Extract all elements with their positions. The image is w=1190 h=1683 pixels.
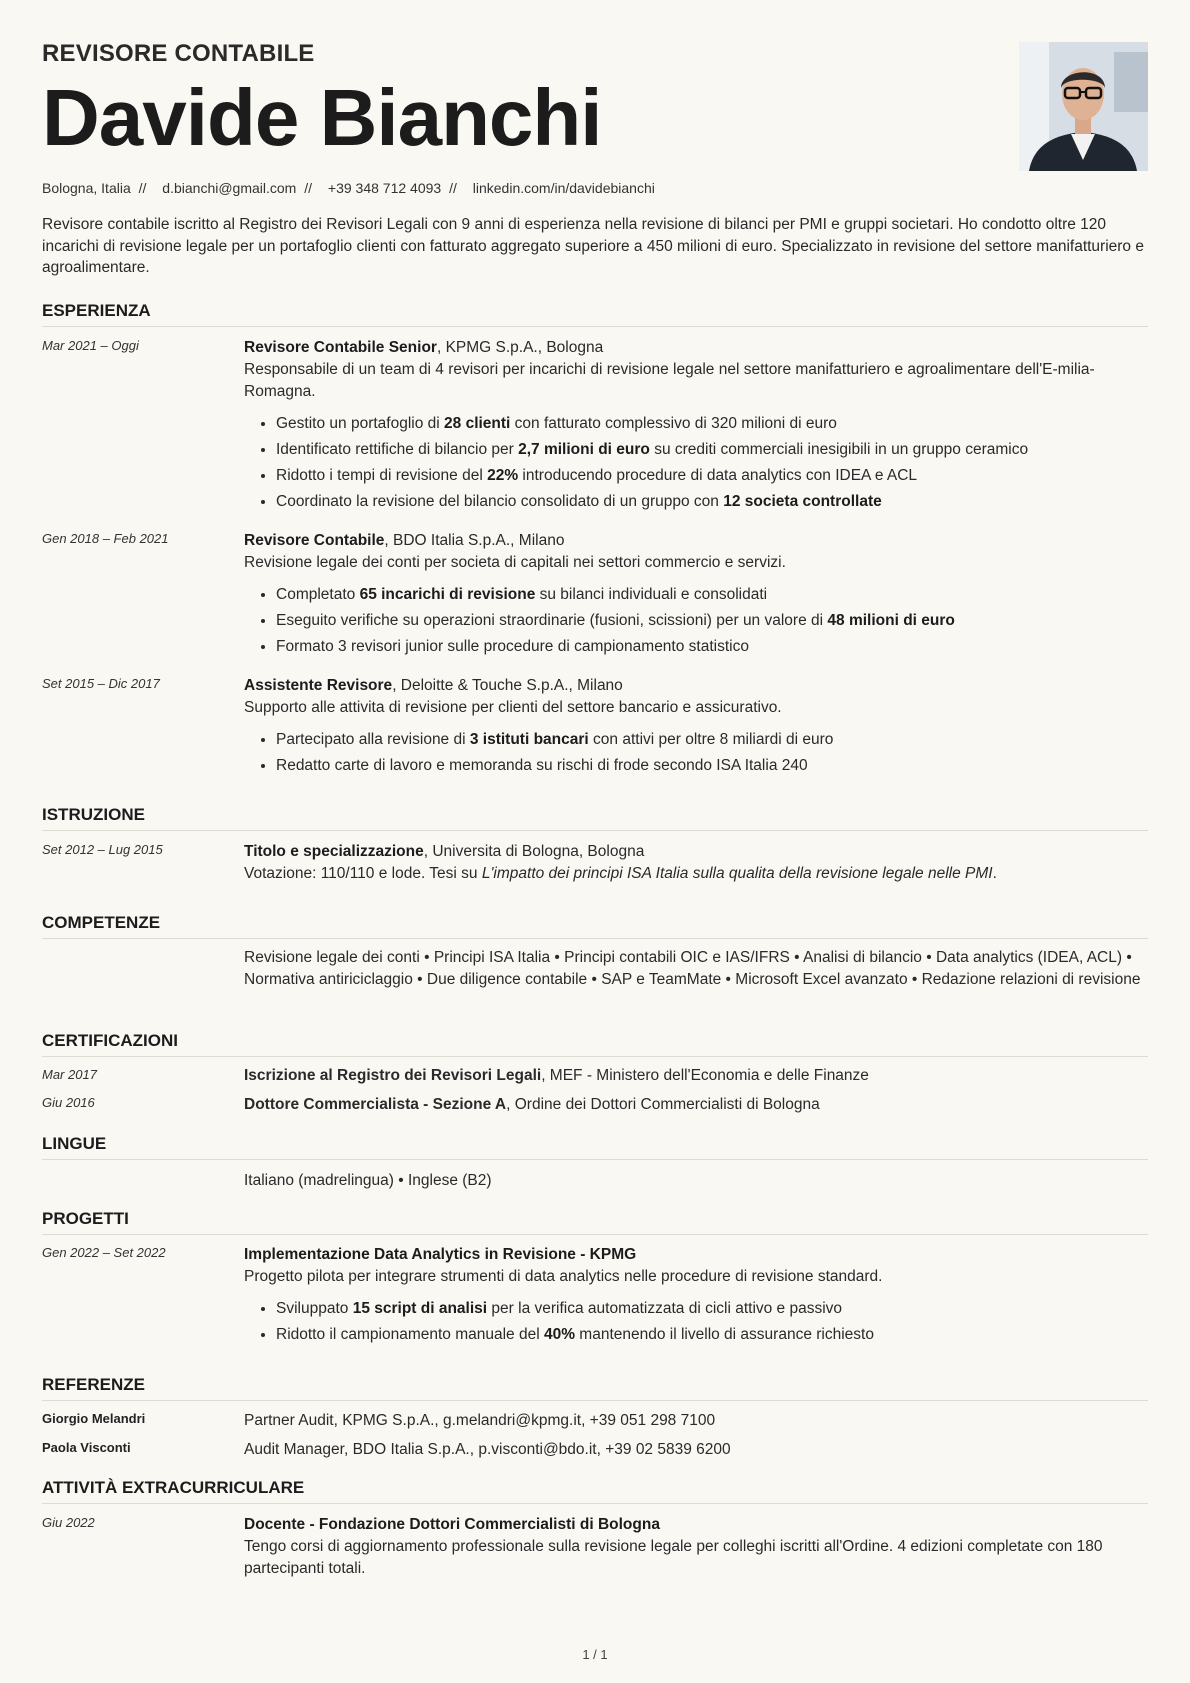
list-item: • Coordinato la revisione del bilancio consolidato di un gruppo con 12 societa controllate: [276, 489, 1148, 515]
job-title: REVISORE CONTABILE: [42, 40, 315, 67]
reference-detail: Audit Manager, BDO Italia S.p.A., p.visconti@bdo.it, +39 02 5839 6200: [244, 1441, 731, 1458]
experience-date: Mar 2021 – Oggi: [42, 338, 139, 353]
experience-role: Assistente Revisore: [244, 677, 393, 694]
certification-issuer: , MEF - Ministero dell'Economia e delle Finanze: [541, 1067, 869, 1084]
experience-description: Responsabile di un team di 4 revisori per incarichi di revisione legale nel settore manifatturiero e agroalimentare dell'E-milia-Romagna.: [244, 361, 1095, 400]
section-title-extracurricular: ATTIVITÀ EXTRACURRICULARE: [42, 1478, 305, 1497]
list-item: • Sviluppato 15 script di analisi per la verifica automatizzata di cicli attivo e passivo: [276, 1296, 1148, 1322]
experience-description: Supporto alle attivita di revisione per clienti del settore bancario e assicurativo.: [244, 699, 782, 716]
experience-bullets: [244, 411, 1148, 515]
thesis-title: L'impatto dei principi ISA Italia sulla qualita della revisione legale nelle PMI: [481, 865, 993, 882]
contact-linkedin[interactable]: linkedin.com/in/davidebianchi: [472, 180, 655, 196]
project-entry: [244, 1244, 1148, 1348]
list-item: • Partecipato alla revisione di 3 istituti bancari con attivi per oltre 8 miliardi di euro: [276, 727, 1148, 753]
experience-org: , Deloitte & Touche S.p.A., Milano: [392, 677, 623, 694]
section-title-languages: LINGUE: [42, 1134, 107, 1153]
extracurricular-name: Docente - Fondazione Dottori Commercialisti di Bologna: [244, 1516, 660, 1533]
certification-issuer: , Ordine dei Dottori Commercialisti di Bologna: [506, 1096, 820, 1113]
list-item: • Redatto carte di lavoro e memoranda su rischi di frode secondo ISA Italia 240: [276, 753, 1148, 779]
list-item: • Completato 65 incarichi di revisione su bilanci individuali e consolidati: [276, 582, 1148, 608]
extracurricular-date: Giu 2022: [42, 1515, 95, 1530]
education-date: Set 2012 – Lug 2015: [42, 842, 163, 857]
experience-role: Revisore Contabile Senior: [244, 339, 437, 356]
section-divider: [42, 1400, 1148, 1401]
experience-bullets: [244, 727, 1148, 779]
contact-phone[interactable]: +39 348 712 4093: [327, 180, 442, 196]
section-title-skills: COMPETENZE: [42, 913, 161, 932]
section-title-education: ISTRUZIONE: [42, 805, 145, 824]
contact-line: [42, 180, 655, 196]
education-note: Votazione: 110/110 e lode. Tesi su L'impatto dei principi ISA Italia sulla qualita della revisione legale nelle PMI.: [244, 865, 997, 882]
project-name: Implementazione Data Analytics in Revisione - KPMG: [244, 1246, 637, 1263]
experience-entry: [244, 675, 1148, 779]
languages-list: Italiano (madrelingua) • Inglese (B2): [244, 1172, 492, 1189]
list-item: • Identificato rettifiche di bilancio per 2,7 milioni di euro su crediti commerciali inesigibili in un gruppo ceramico: [276, 437, 1148, 463]
list-item: • Formato 3 revisori junior sulle procedure di campionamento statistico: [276, 634, 1148, 660]
certification-entry: [244, 1065, 1148, 1087]
list-item: • Ridotto i tempi di revisione del 22% introducendo procedure di data analytics con IDEA e ACL: [276, 463, 1148, 489]
experience-description: Revisione legale dei conti per societa di capitali nei settori commercio e servizi.: [244, 554, 786, 571]
profile-summary: Revisore contabile iscritto al Registro dei Revisori Legali con 9 anni di esperienza nella revisione di bilanci per PMI e gruppi societari. Ho condotto oltre 120 incarichi di revisione legale per un portafoglio clienti con fatturato aggregato superiore a 450 milioni di euro. Specializzato in revisione del settore manifatturiero e agroalimentare.: [42, 216, 1144, 276]
project-bullets: [244, 1296, 1148, 1348]
experience-date: Set 2015 – Dic 2017: [42, 676, 160, 691]
project-date: Gen 2022 – Set 2022: [42, 1245, 166, 1260]
extracurricular-description: Tengo corsi di aggiornamento professionale sulla revisione legale per colleghi iscritti all'Ordine. 4 edizioni completate con 180 partecipanti totali.: [244, 1538, 1103, 1577]
reference-detail: Partner Audit, KPMG S.p.A., g.melandri@kpmg.it, +39 051 298 7100: [244, 1412, 716, 1429]
reference-name: Giorgio Melandri: [42, 1411, 146, 1426]
section-divider: [42, 830, 1148, 831]
experience-entry: [244, 337, 1148, 515]
experience-role: Revisore Contabile: [244, 532, 385, 549]
certification-name: Iscrizione al Registro dei Revisori Legali: [244, 1067, 542, 1084]
experience-org: , BDO Italia S.p.A., Milano: [384, 532, 565, 549]
section-divider: [42, 1234, 1148, 1235]
section-divider: [42, 1159, 1148, 1160]
section-divider: [42, 1503, 1148, 1504]
certification-entry: [244, 1094, 1148, 1116]
profile-photo: [1019, 42, 1148, 171]
section-title-certifications: CERTIFICAZIONI: [42, 1031, 178, 1050]
contact-location: Bologna, Italia: [42, 180, 131, 196]
list-item: • Gestito un portafoglio di 28 clienti con fatturato complessivo di 320 milioni di euro: [276, 411, 1148, 437]
certification-name: Dottore Commercialista - Sezione A: [244, 1096, 507, 1113]
experience-org: , KPMG S.p.A., Bologna: [436, 339, 604, 356]
experience-bullets: [244, 582, 1148, 660]
section-title-experience: ESPERIENZA: [42, 301, 151, 320]
education-entry: [244, 841, 1148, 885]
section-divider: [42, 1056, 1148, 1057]
section-divider: [42, 938, 1148, 939]
list-item: • Eseguito verifiche su operazioni straordinarie (fusioni, scissioni) per un valore di 48 milioni di euro: [276, 608, 1148, 634]
project-description: Progetto pilota per integrare strumenti di data analytics nelle procedure di revisione standard.: [244, 1268, 883, 1285]
experience-date: Gen 2018 – Feb 2021: [42, 531, 169, 546]
section-title-projects: PROGETTI: [42, 1209, 129, 1228]
contact-separator: //: [138, 180, 147, 196]
skills-list: Revisione legale dei conti • Principi ISA Italia • Principi contabili OIC e IAS/IFRS • Analisi di bilancio • Data analytics (IDEA, ACL) • Normativa antiriciclaggio • Due diligence contabile • SAP e TeamMate • Microsoft Excel avanzato • Redazione relazioni di revisione: [244, 949, 1141, 988]
contact-separator: //: [304, 180, 313, 196]
contact-separator: //: [449, 180, 457, 196]
list-item: • Ridotto il campionamento manuale del 40% mantenendo il livello di assurance richiesto: [276, 1322, 1148, 1348]
experience-entry: [244, 530, 1148, 660]
education-degree: Titolo e specializzazione: [244, 843, 424, 860]
section-title-references: REFERENZE: [42, 1375, 145, 1394]
certification-date: Mar 2017: [42, 1067, 97, 1082]
extracurricular-entry: [244, 1514, 1148, 1580]
contact-email[interactable]: d.bianchi@gmail.com: [162, 180, 297, 196]
candidate-name: Davide Bianchi: [42, 73, 602, 162]
education-school: , Universita di Bologna, Bologna: [423, 843, 645, 860]
reference-name: Paola Visconti: [42, 1440, 131, 1455]
page-number: 1 / 1: [582, 1647, 608, 1662]
certification-date: Giu 2016: [42, 1095, 95, 1110]
section-divider: [42, 326, 1148, 327]
